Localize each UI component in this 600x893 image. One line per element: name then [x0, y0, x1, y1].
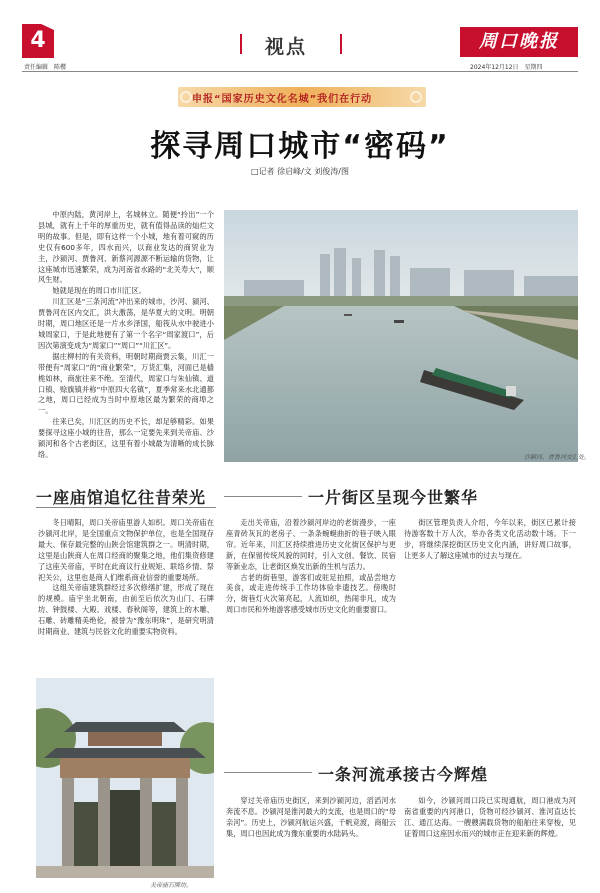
section-heading: 一条河流承接古今辉煌: [318, 765, 489, 784]
banner-text: 申报“国家历史文化名城”我们在行动: [192, 94, 373, 105]
section-paragraph: 这组关帝庙建筑群经过多次修缮扩建，形成了现在的规模。庙宇坐北朝南，由前至后依次为山门、石牌坊、钟鼓楼、大殿、戏楼、春秋阁等，建筑上的木雕、石雕、砖雕精美绝伦，被誉为“豫东明珠”，是研究明清时期商业、建筑与民俗文化的重要实物资料。: [38, 583, 214, 637]
section-paragraph: 街区管理负责人介绍，今年以来，街区已累计接待游客数十万人次，举办各类文化活动数十场。下一步，将继续深挖街区历史文化内涵，讲好周口故事，让更多人了解这座城市的过去与现在。: [404, 518, 576, 560]
section-text: [38, 518, 214, 670]
section-text: [404, 796, 576, 886]
article-title: 探寻周口城市“密码”: [150, 129, 450, 164]
section-bar-left: [240, 34, 242, 54]
intro-paragraph: 往来已矣，川汇区的历史不长，却足够精彩。如果要探寻这座小城的往昔，那么一定要先来到关帝庙、沙颍河和各个古老街区，这里有着小城最为清晰的成长脉络。: [38, 417, 214, 459]
section-title: 视点: [265, 36, 308, 58]
intro-text: [38, 210, 214, 465]
section-paragraph: 冬日晴阳，周口关帝庙里游人如织。周口关帝庙在沙颍河北岸，是全国重点文物保护单位，也是全国现存最大、保存最完整的山陕会馆建筑群之一。明清时期，这里是山陕商人在周口经商的聚集之地，他们集资修建了这座关帝庙，平时在此商议行业规矩、联络乡情、祭祀关公，这里也是商人们维系商业信誉的重要场所。: [38, 518, 214, 582]
intro-paragraph: 中原内陆，黄河岸上，名城林立。随便“拎出”一个县城，就有上千年的厚重历史，就有值得品读的灿烂文明的故事。但是，即有这样一个小城，地有着可窥的历史仅有600多年，四水而兴，以商业发达的商贸业为主，沙颍河、贾鲁河、新蔡河源源不断运输的货物，让这座城市迅速繁荣，成为河南省水路的“北关寿大”，顺风生财。: [38, 210, 214, 285]
heading-rule: [36, 507, 216, 508]
photo2-caption: 关帝庙石牌坊。: [150, 882, 193, 889]
photo1-caption: 沙颍河、贾鲁河交汇处。: [524, 454, 591, 461]
intro-paragraph: 她就是现在的周口市川汇区。: [52, 286, 146, 296]
byline: □记者 徐启峰/文 刘俊涛/图: [250, 167, 350, 176]
river-confluence-photo: [224, 210, 578, 462]
swirl-icon: [410, 91, 422, 103]
swirl-icon: [180, 91, 192, 103]
campaign-banner: [178, 87, 426, 107]
page-number: 4: [22, 24, 54, 58]
intro-paragraph: 川汇区是“三条河流”冲出来的城市，沙河、颍河、贾鲁河在区内交汇，洪大激荡，是华夏大的文明。明朝时期，周口地区还是一片水乡泽国，船筏从水中驶进小城周家口，于是此地便有了第一个名字“周家渡口”，后因次第演变成为“周家口”“周口”“川汇区”。: [38, 297, 214, 350]
heading-rule: [224, 496, 302, 497]
editors-line: 责任编辑 陈樱: [24, 64, 67, 71]
section-paragraph: 如今，沙颍河周口段已实现通航，周口港成为河南省重要的内河港口，货物可经沙颍河、淮河直达长江、通江达海。一艘艘满载货物的船舶往来穿梭，见证着周口这座因水而兴的城市正在迎来新的辉煌。: [404, 796, 576, 838]
heading-rule: [224, 772, 312, 773]
section-paragraph: 走出关帝庙，沿着沙颍河岸边的老街漫步，一座座青砖灰瓦的老房子、一条条蜿蜒曲折的巷子映入眼帘。近年来，川汇区持续推进历史文化街区保护与更新，在保留传统风貌的同时，引入文创、餐饮、民宿等新业态，让老街区焕发出新的生机与活力。: [226, 518, 396, 571]
section-paragraph: 穿过关帝庙历史街区，来到沙颍河边，滔滔河水奔流不息。沙颍河是淮河最大的支流，也是周口的“母亲河”。历史上，沙颍河航运兴盛，千帆竞渡，商船云集，周口也因此成为豫东重要的水陆码头。: [226, 796, 396, 838]
memorial-archway-photo: [36, 678, 214, 878]
issue-date: 2024年12月12日 星期四: [470, 64, 543, 71]
section-heading: 一座庙馆追忆往昔荣光: [36, 488, 207, 507]
section-text: [404, 518, 576, 764]
section-text: [226, 518, 396, 764]
header-rule: [22, 71, 578, 72]
section-bar-right: [340, 34, 342, 54]
section-text: [226, 796, 396, 886]
section-heading: 一片街区呈现今世繁华: [308, 488, 479, 507]
newspaper-logo: 周口晚报: [460, 27, 578, 57]
section-paragraph: 古老的街巷里，游客们或驻足拍照，或品尝地方美食，或走进传统手工作坊体验非遗技艺。傍晚时分，街巷灯火次第亮起，人流如织，热闹非凡，成为周口市民和外地游客感受城市历史文化的重要窗口。: [226, 572, 396, 615]
page-header: [0, 0, 600, 71]
intro-paragraph: 据庄柳村的有关资料，明朝时期商贾云集，川汇一带便有“周家口”的“商业繁荣”，万货汇集，河面已是樯桅如林，商旅往来不绝。至清代，周家口与朱仙镇、道口镇、赊旗镇并称“中原四大名镇”，夏季常来水北通都之地，周口已经成为当时中原地区最为繁荣的商埠之一。: [38, 351, 214, 416]
